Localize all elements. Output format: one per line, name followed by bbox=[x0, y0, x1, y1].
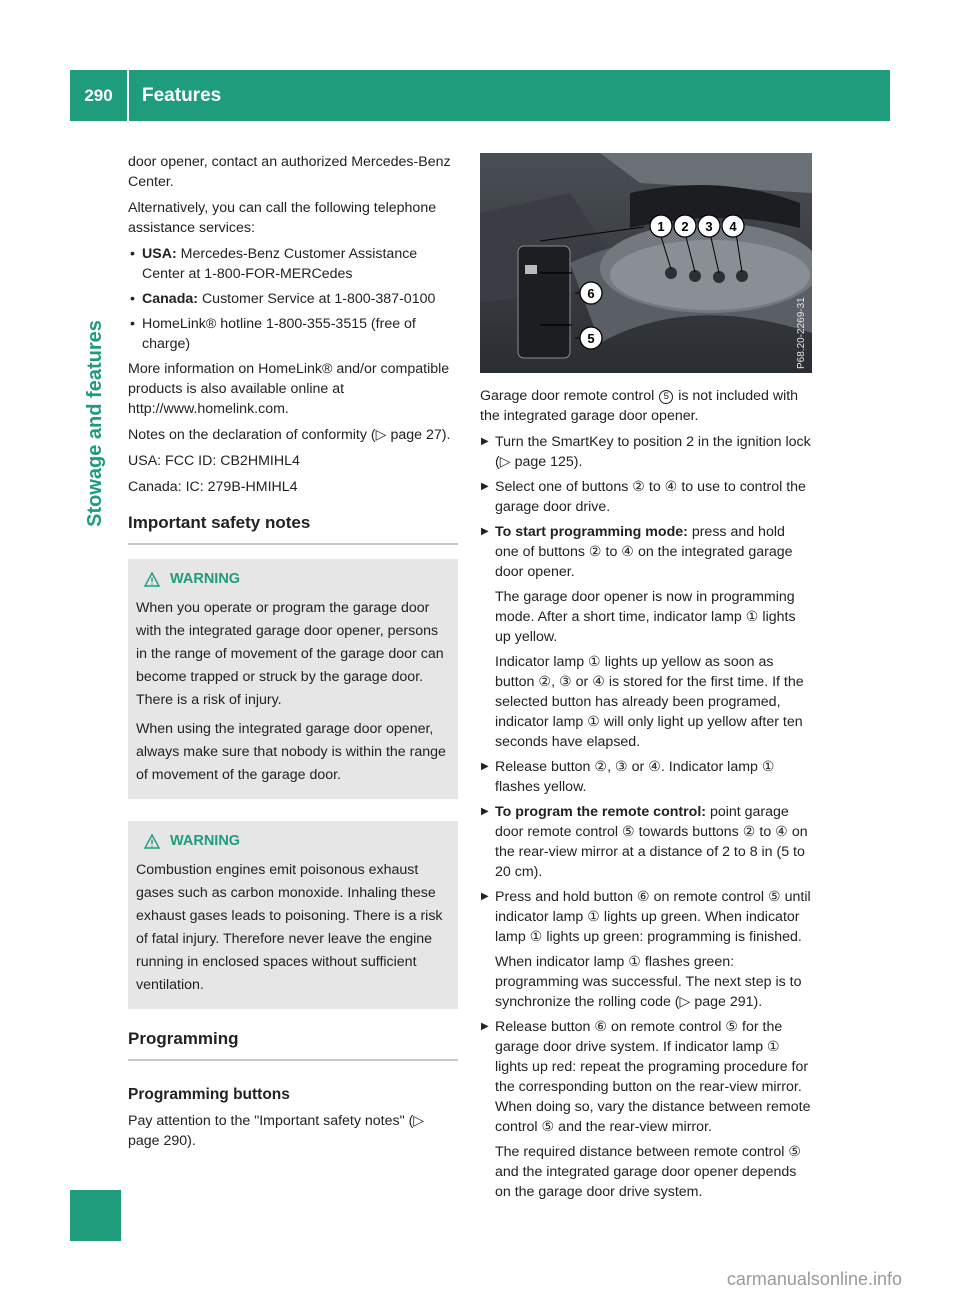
instruction-detail: Indicator lamp ① lights up yellow as soon as button ②, ③ or ④ is stored for the first time. If the selected button has already been programed, indicator lamp ① will only light up yellow after ten seconds have elapsed. bbox=[495, 654, 804, 750]
callout-4 bbox=[722, 215, 744, 237]
svg-text:3: 3 bbox=[705, 219, 713, 234]
watermark: carmanualsonline.info bbox=[726, 1269, 902, 1289]
side-section-tab bbox=[70, 128, 121, 718]
warning-header: WARNING bbox=[136, 831, 450, 851]
callout-5 bbox=[580, 327, 602, 349]
header-divider bbox=[127, 70, 129, 121]
canada-id: Canada: IC: 279B-HMIHL4 bbox=[128, 479, 298, 495]
svg-text:2: 2 bbox=[681, 219, 689, 234]
service-homelink: • HomeLink® hotline 1-800-355-3515 (free of charge) bbox=[128, 314, 458, 354]
svg-text:4: 4 bbox=[729, 219, 737, 234]
warning-box bbox=[128, 559, 458, 799]
instruction-step: ▶ Select one of buttons ② to ④ to use to control the garage door drive. bbox=[480, 477, 812, 517]
warning-text: Combustion engines emit poisonous exhaust gases such as carbon monoxide. Inhaling these exhaust gases leads to poisoning. There is a risk of fatal injury. Therefore never leave the engine running in enclosed spaces without sufficient ventilation. bbox=[136, 862, 443, 993]
side-marker bbox=[70, 1190, 121, 1241]
right-column bbox=[480, 386, 812, 1207]
callout-1 bbox=[650, 215, 672, 237]
instruction-step: ▶ Release button ⑥ on remote control ⑤ for the garage door drive system. If indicator lamp ① lights up red: repeat the programing procedure for the corresponding button on the rear-view mirror. When doing so, vary the distance between remote control ⑤ and the rear-view mirror. bbox=[480, 1017, 812, 1137]
conformity-notes: Notes on the declaration of conformity (▷ page 27). bbox=[128, 427, 451, 443]
left-column bbox=[128, 152, 458, 1157]
figure-reference-code: P68.20-2269-31 bbox=[796, 297, 807, 369]
svg-text:6: 6 bbox=[587, 286, 595, 301]
warning-triangle-icon bbox=[144, 572, 160, 587]
callout-6 bbox=[580, 282, 602, 304]
safety-heading: Important safety notes bbox=[128, 513, 458, 545]
svg-text:5: 5 bbox=[587, 331, 595, 346]
intro-paragraph: door opener, contact an authorized Mercedes-Benz Center. bbox=[128, 154, 451, 190]
programming-buttons-text: Pay attention to the "Important safety notes" (▷ page 290). bbox=[128, 1113, 425, 1149]
instruction-step: ▶ Press and hold button ⑥ on remote control ⑤ until indicator lamp ① lights up green. When indicator lamp ① lights up green: programming is finished. bbox=[480, 887, 812, 947]
usa-id: USA: FCC ID: CB2HMIHL4 bbox=[128, 453, 300, 469]
warning-text: When you operate or program the garage door with the integrated garage door opener, persons in the range of movement of the garage door can become trapped or struck by the garage door. There is a risk of injury. bbox=[136, 600, 444, 708]
page-number: 290 bbox=[84, 85, 113, 105]
instruction-detail: The required distance between remote control ⑤ and the integrated garage door opener depends on the garage door drive system. bbox=[495, 1144, 802, 1200]
warning-triangle-icon bbox=[144, 834, 160, 849]
service-usa: • USA: Mercedes-Benz Customer Assistance Center at 1-800-FOR-MERCedes bbox=[128, 244, 458, 284]
more-info-paragraph: More information on HomeLink® and/or compatible products is also available online at http://www.homelink.com. bbox=[128, 361, 450, 417]
programming-buttons-subheading: Programming buttons bbox=[128, 1086, 290, 1103]
side-section-label: Stowage and features bbox=[84, 319, 106, 527]
warning-header: WARNING bbox=[136, 569, 450, 589]
service-canada: • Canada: Customer Service at 1-800-387-0100 bbox=[128, 289, 458, 309]
figure-caption: Garage door remote control 5 is not included with the integrated garage door opener. bbox=[480, 388, 799, 424]
instruction-step: ▶ Turn the SmartKey to position 2 in the ignition lock (▷ page 125). bbox=[480, 432, 812, 472]
svg-text:1: 1 bbox=[657, 219, 665, 234]
instruction-detail: When indicator lamp ① flashes green: programming was successful. The next step is to synchronize the rolling code (▷ page 291). bbox=[495, 954, 802, 1010]
instruction-detail: The garage door opener is now in programming mode. After a short time, indicator lamp ① lights up yellow. bbox=[495, 589, 796, 645]
warning-text: When using the integrated garage door opener, always make sure that nobody is within the range of movement of the garage door. bbox=[136, 721, 446, 783]
page-title: Features bbox=[142, 84, 222, 106]
warning-box bbox=[128, 821, 458, 1009]
instruction-step: ▶ To program the remote control: point garage door remote control ⑤ towards buttons ② to ④ on the rear-view mirror at a distance of 2 to 8 in (5 to 20 cm). bbox=[480, 802, 812, 882]
callout-2 bbox=[674, 215, 696, 237]
callout-5-ref: 5 bbox=[659, 390, 673, 404]
rear-view-mirror-illustration bbox=[480, 153, 812, 373]
callout-3 bbox=[698, 215, 720, 237]
mirror-figure bbox=[480, 153, 812, 373]
instruction-step: ▶ To start programming mode: press and hold one of buttons ② to ④ on the integrated garage door opener. bbox=[480, 522, 812, 582]
programming-heading: Programming bbox=[128, 1029, 458, 1061]
intro-paragraph: Alternatively, you can call the following telephone assistance services: bbox=[128, 200, 437, 236]
instruction-step: ▶ Release button ②, ③ or ④. Indicator lamp ① flashes yellow. bbox=[480, 757, 812, 797]
